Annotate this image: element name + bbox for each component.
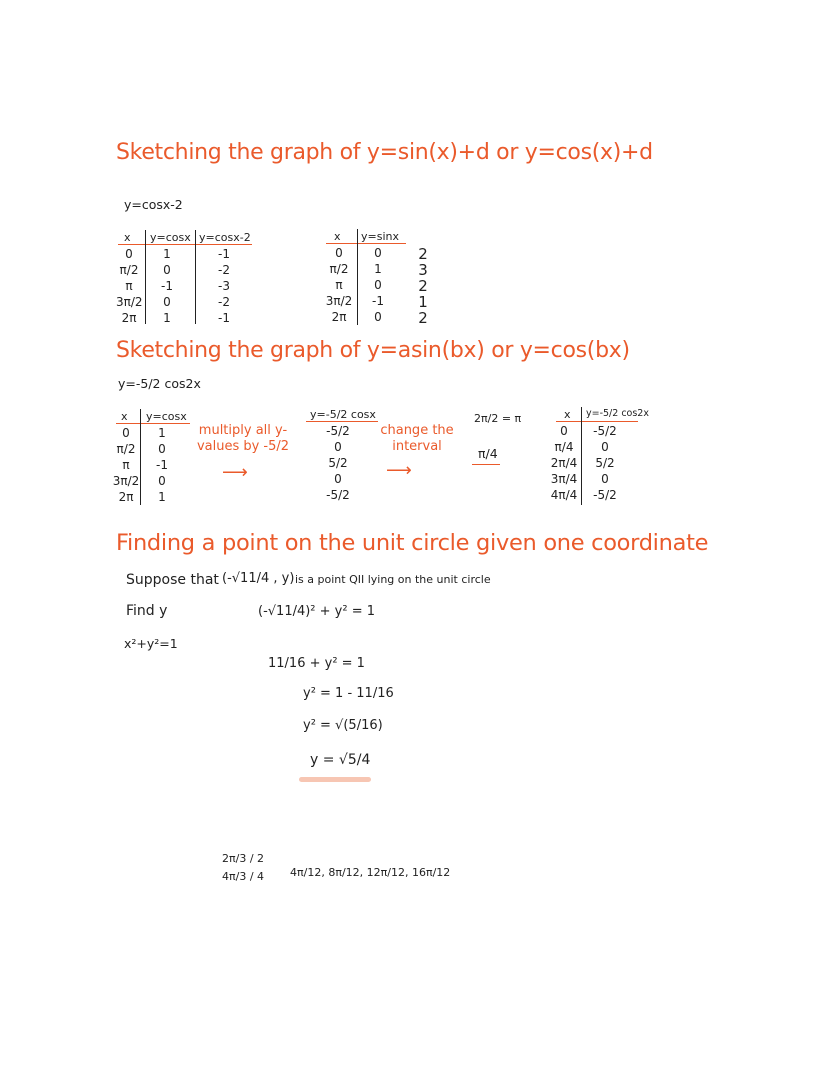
cell: 3π/4 <box>550 472 578 486</box>
cell: 0 <box>334 472 342 486</box>
section2-example: y=-5/2 cos2x <box>118 376 201 391</box>
section1-example: y=cosx-2 <box>124 197 183 212</box>
table-header: y=-5/2 cos2x <box>586 408 649 419</box>
suppose-prefix: Suppose that <box>126 572 219 588</box>
cell: 0 <box>158 474 166 488</box>
column-extra <box>412 246 434 326</box>
cell: 4π/4 <box>550 488 578 502</box>
cell: π/2 <box>116 442 136 456</box>
cell: 0 <box>601 472 609 486</box>
cell: π <box>122 458 130 472</box>
section2-heading: Sketching the graph of y=asin(bx) or y=cos(bx) <box>116 338 630 363</box>
scratch-c: 4π/12, 8π/12, 12π/12, 16π/12 <box>290 866 451 879</box>
cell: -1 <box>372 294 384 308</box>
section1-heading: Sketching the graph of y=sin(x)+d or y=cos(x)+d <box>116 140 653 165</box>
cell: 3 <box>418 261 428 279</box>
unit-circle-equation: x²+y²=1 <box>124 636 178 651</box>
cell: 2 <box>418 245 428 263</box>
arrow-icon: ⟶ <box>386 460 412 481</box>
table-header: y=cosx <box>146 410 187 423</box>
table-divider <box>195 230 196 324</box>
cell: 5/2 <box>328 456 348 470</box>
cell: -1 <box>161 279 173 293</box>
work-step-3: y² = 1 - 11/16 <box>303 686 394 701</box>
column-x <box>324 245 354 325</box>
cell: -1 <box>218 311 230 325</box>
table-header: y=cosx <box>150 231 191 244</box>
work-step-4: y² = √(5/16) <box>303 718 383 733</box>
cell: 0 <box>601 440 609 454</box>
cell: 0 <box>163 295 171 309</box>
cell: 0 <box>163 263 171 277</box>
column-x <box>116 246 142 326</box>
cell: 5/2 <box>595 456 615 470</box>
column-x <box>112 425 140 505</box>
note-multiply: multiply all y-values by -5/2 <box>196 423 290 454</box>
cell: 1 <box>418 293 428 311</box>
cell: π <box>335 278 343 292</box>
cell: -2 <box>218 263 230 277</box>
cell: 2 <box>418 277 428 295</box>
cell: 0 <box>374 278 382 292</box>
cell: -5/2 <box>593 488 617 502</box>
column-x <box>548 423 580 503</box>
table-divider <box>581 407 582 505</box>
cell: 3π/2 <box>325 294 353 308</box>
cell: 1 <box>374 262 382 276</box>
calc-line-1: 2π/2 = π <box>474 412 522 425</box>
cell: 1 <box>163 247 171 261</box>
cell: 0 <box>158 442 166 456</box>
cell: 1 <box>163 311 171 325</box>
cell: 2 <box>418 309 428 327</box>
cell: 0 <box>374 310 382 324</box>
cell: 2π/4 <box>550 456 578 470</box>
cell: 0 <box>334 440 342 454</box>
cell: 0 <box>125 247 133 261</box>
table-header: y=cosx-2 <box>199 231 251 244</box>
underline <box>472 464 500 465</box>
cell: 3π/2 <box>112 474 140 488</box>
cell: -1 <box>218 247 230 261</box>
cell: 1 <box>158 426 166 440</box>
table-header: y=sinx <box>361 230 399 243</box>
scratch-b: 4π/3 / 4 <box>222 870 265 883</box>
calc-line-2: π/4 <box>478 446 498 461</box>
table-divider <box>145 230 146 324</box>
section3-heading: Finding a point on the unit circle given one coordinate <box>116 530 709 556</box>
cell: π/4 <box>554 440 574 454</box>
column-y <box>366 245 390 325</box>
column-y <box>318 423 358 503</box>
column-y <box>150 425 174 505</box>
column-y <box>588 423 622 503</box>
table-header: x <box>334 230 341 243</box>
cell: -2 <box>218 295 230 309</box>
column-y2 <box>206 246 242 326</box>
table-header: x <box>121 410 128 423</box>
cell: 0 <box>335 246 343 260</box>
cell: 0 <box>122 426 130 440</box>
find-y: Find y <box>126 603 168 619</box>
cell: -3 <box>218 279 230 293</box>
cell: 2π <box>331 310 347 324</box>
cell: 3π/2 <box>116 295 143 309</box>
cell: -1 <box>156 458 168 472</box>
column-y1 <box>152 246 182 326</box>
cell: π <box>125 279 133 293</box>
cell: 0 <box>560 424 568 438</box>
cell: 2π <box>118 490 134 504</box>
work-step-1: (-√11/4)² + y² = 1 <box>258 604 376 619</box>
cell: -5/2 <box>326 488 350 502</box>
cell: 1 <box>158 490 166 504</box>
table-divider <box>140 409 141 505</box>
note-change-interval: change the interval <box>380 423 454 454</box>
cell: π/2 <box>119 263 139 277</box>
scratch-a: 2π/3 / 2 <box>222 852 265 865</box>
cell: -5/2 <box>593 424 617 438</box>
suppose-suffix: is a point QII lying on the unit circle <box>295 573 491 586</box>
work-step-5: y = √5/4 <box>310 752 371 768</box>
arrow-icon: ⟶ <box>222 462 248 483</box>
answer-highlight <box>299 777 371 782</box>
cell: 0 <box>374 246 382 260</box>
work-step-2: 11/16 + y² = 1 <box>268 656 365 671</box>
table-header: x <box>124 231 131 244</box>
cell: -5/2 <box>326 424 350 438</box>
table-header: y=-5/2 cosx <box>310 408 376 421</box>
table-divider <box>357 229 358 325</box>
table-header: x <box>564 408 571 421</box>
cell: π/2 <box>329 262 349 276</box>
cell: 2π <box>121 311 137 325</box>
point-coordinate: (-√11/4 , y) <box>222 571 295 586</box>
